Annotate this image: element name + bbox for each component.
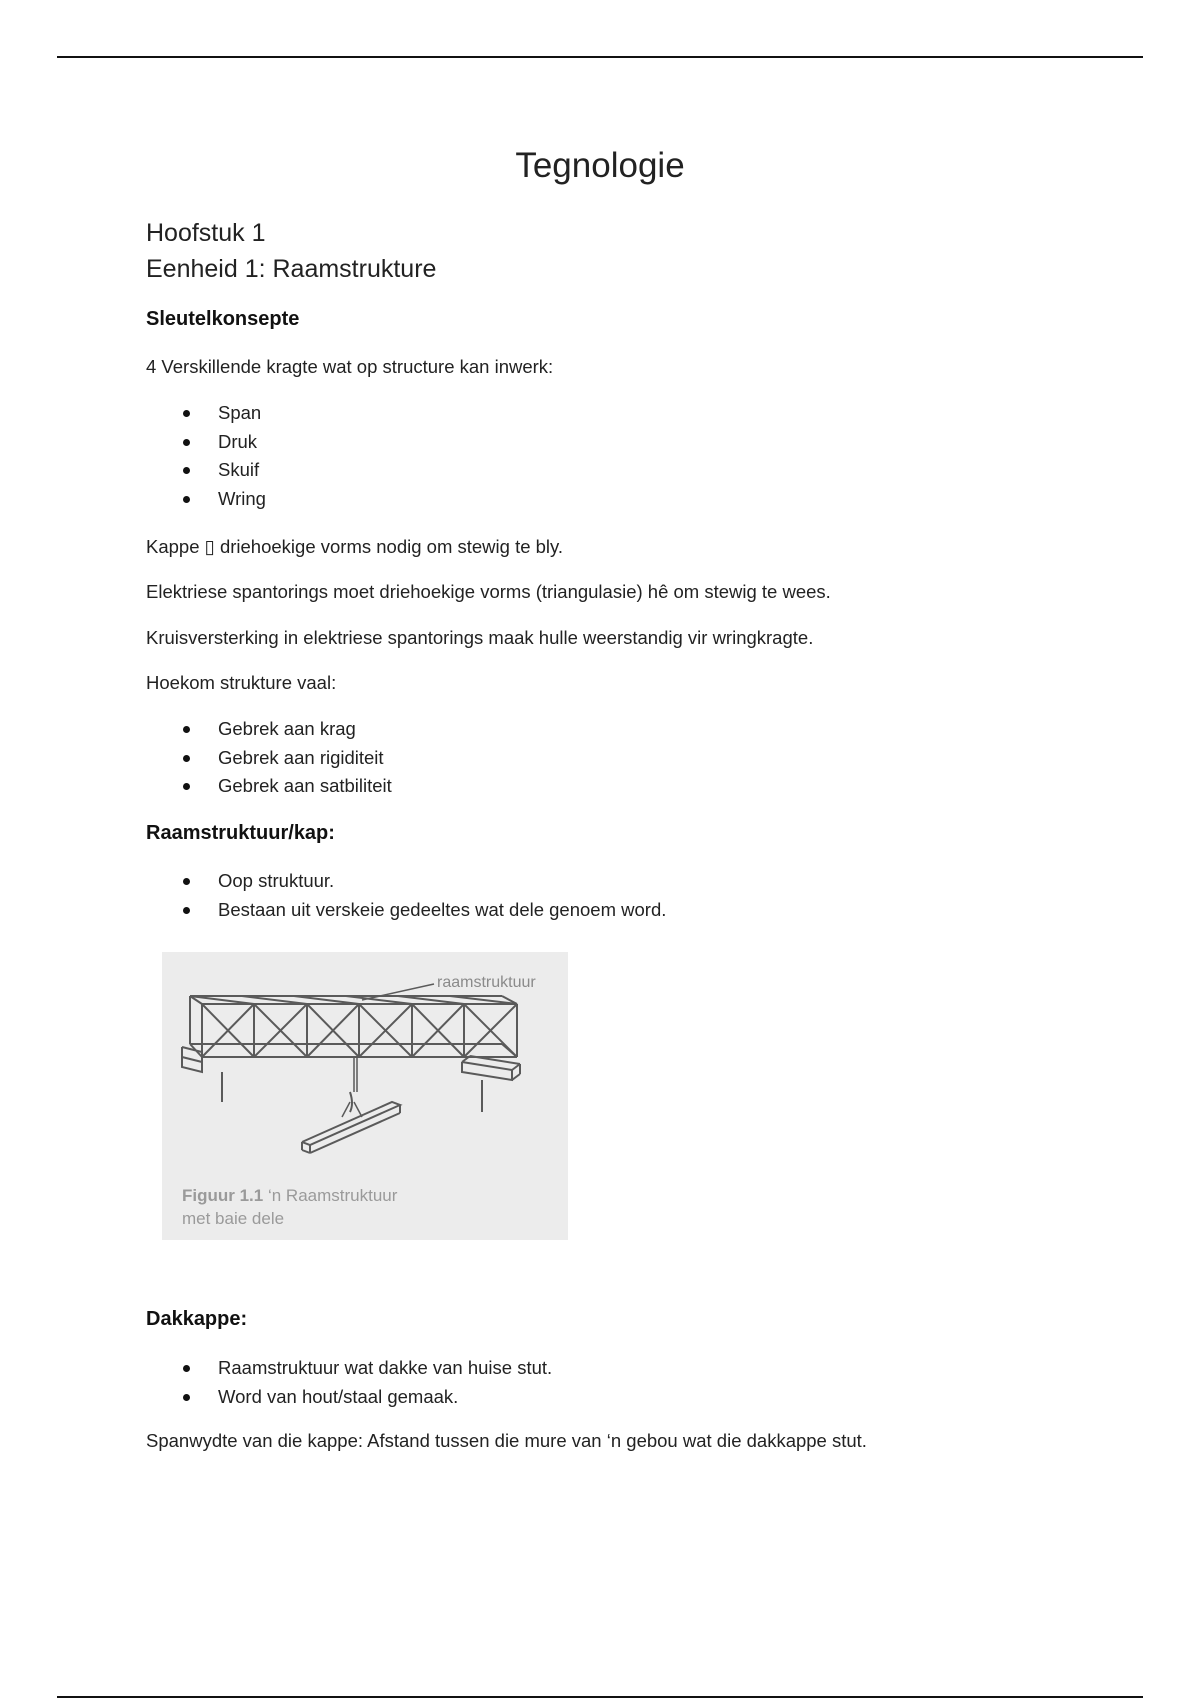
forces-intro: 4 Verskillende kragte wat op structure kan inwerk:: [146, 356, 554, 377]
figure-caption: [182, 1184, 397, 1230]
roof-heading: Dakkappe:: [146, 1308, 248, 1330]
list-item: Wring: [146, 485, 266, 514]
list-item: Druk: [146, 428, 266, 457]
frame-structure-figure: [162, 952, 568, 1240]
list-item: Skuif: [146, 456, 266, 485]
forces-list: [146, 399, 266, 514]
bullet-icon: [183, 878, 190, 885]
key-concepts-heading: Sleutelkonsepte: [146, 308, 300, 330]
list-item: Gebrek aan rigiditeit: [146, 744, 392, 773]
bullet-icon: [183, 783, 190, 790]
bullet-icon: [183, 496, 190, 503]
list-item: Raamstruktuur wat dakke van huise stut.: [146, 1354, 552, 1383]
list-item: Span: [146, 399, 266, 428]
bullet-icon: [183, 907, 190, 914]
figure-caption-line2: met baie dele: [182, 1209, 285, 1228]
list-item: Gebrek aan krag: [146, 715, 392, 744]
bullet-icon: [183, 410, 190, 417]
bullet-icon: [183, 726, 190, 733]
bullet-icon: [183, 439, 190, 446]
paragraph-kappe: Kappe ▯ driehoekige vorms nodig om stewig te bly.: [146, 536, 564, 557]
bullet-icon: [183, 755, 190, 762]
paragraph-spantorings: Elektriese spantorings moet driehoekige vorms (triangulasie) hê om stewig te wees.: [146, 581, 831, 602]
frame-heading: Raamstruktuur/kap:: [146, 822, 335, 844]
list-item: Bestaan uit verskeie gedeeltes wat dele genoem word.: [146, 896, 666, 925]
bullet-icon: [183, 1365, 190, 1372]
header-rule: [57, 56, 1143, 58]
frame-list: [146, 867, 666, 924]
figure-caption-line1: ‘n Raamstruktuur: [267, 1186, 398, 1205]
failure-list: [146, 715, 392, 801]
roof-list: [146, 1354, 552, 1411]
list-item: Oop struktuur.: [146, 867, 666, 896]
figure-caption-number: Figuur 1.1: [182, 1186, 264, 1205]
list-item: Word van hout/staal gemaak.: [146, 1383, 552, 1412]
paragraph-kruisversterking: Kruisversterking in elektriese spantorings maak hulle weerstandig vir wringkragte.: [146, 627, 814, 648]
span-definition: Spanwydte van die kappe: Afstand tussen die mure van ‘n gebou wat die dakkappe stut.: [146, 1430, 867, 1451]
list-item: Gebrek aan satbiliteit: [146, 772, 392, 801]
page-title: Tegnologie: [515, 146, 685, 185]
figure-label: raamstruktuur: [437, 974, 536, 991]
footer-rule: [57, 1696, 1143, 1698]
bullet-icon: [183, 1394, 190, 1401]
bullet-icon: [183, 467, 190, 474]
unit-heading: Eenheid 1: Raamstrukture: [146, 255, 437, 283]
failure-intro: Hoekom strukture vaal:: [146, 672, 337, 693]
chapter-heading: Hoofstuk 1: [146, 219, 266, 247]
